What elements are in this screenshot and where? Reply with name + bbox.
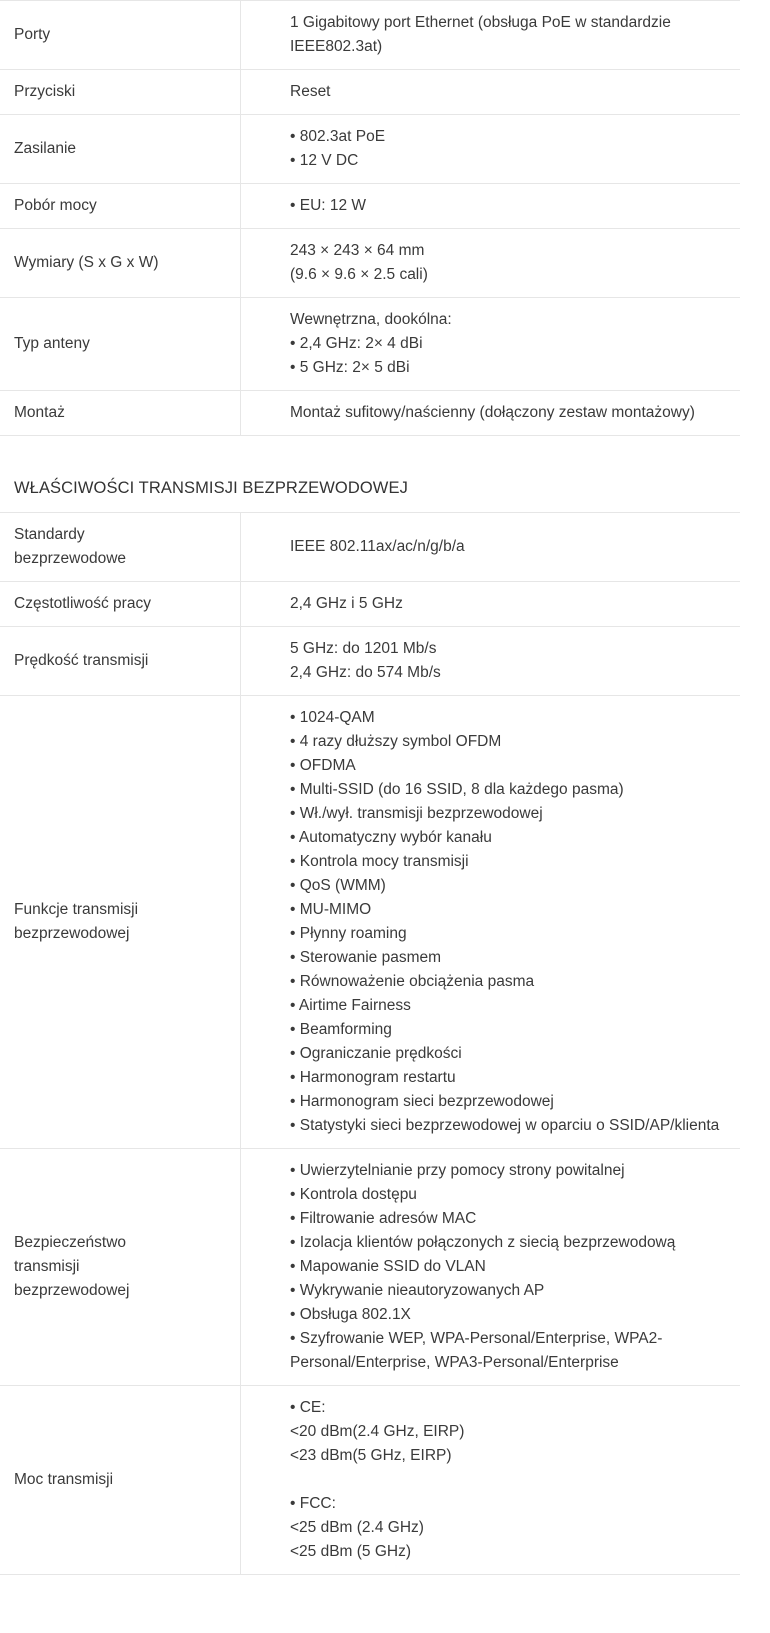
- spec-value: [241, 582, 741, 627]
- spec-value-spacer: [290, 1468, 740, 1492]
- spec-label-line: Prędkość transmisji: [14, 652, 149, 669]
- spec-value: [241, 115, 741, 184]
- spec-row: [0, 184, 740, 229]
- spec-value: [241, 513, 741, 582]
- spec-value: [241, 696, 741, 1149]
- spec-label-line: Typ anteny: [14, 335, 90, 352]
- spec-value-line: <23 dBm(5 GHz, EIRP): [290, 1447, 452, 1464]
- spec-label-line: Pobór mocy: [14, 197, 97, 214]
- spec-label: [0, 70, 241, 115]
- spec-value: [241, 298, 741, 391]
- spec-label-line: Funkcje transmisji: [14, 901, 139, 918]
- spec-value-line: • MU-MIMO: [290, 901, 372, 918]
- wireless-spec-table: [0, 512, 740, 1575]
- spec-value-line: 1 Gigabitowy port Ethernet (obsługa PoE w standardzie IEEE802.3at): [290, 14, 671, 55]
- spec-value: [241, 184, 741, 229]
- spec-label-line: Zasilanie: [14, 140, 77, 157]
- spec-value-line: • Szyfrowanie WEP, WPA-Personal/Enterprise, WPA2-: [290, 1330, 663, 1347]
- spec-label-line: transmisji: [14, 1258, 80, 1275]
- spec-value: [241, 1149, 741, 1386]
- spec-row: [0, 298, 740, 391]
- spec-value-line: Montaż sufitowy/naścienny (dołączony zestaw montażowy): [290, 404, 695, 421]
- spec-value: [241, 229, 741, 298]
- spec-value: [241, 627, 741, 696]
- spec-value-line: 243 × 243 × 64 mm: [290, 242, 425, 259]
- spec-value-line: Reset: [290, 83, 331, 100]
- spec-value-line: • Filtrowanie adresów MAC: [290, 1210, 477, 1227]
- spec-value: [241, 70, 741, 115]
- spec-value-line: • Płynny roaming: [290, 925, 407, 942]
- spec-value-line: • 12 V DC: [290, 152, 359, 169]
- spec-value-line: • Wykrywanie nieautoryzowanych AP: [290, 1282, 545, 1299]
- spec-value-line: (9.6 × 9.6 × 2.5 cali): [290, 266, 428, 283]
- spec-row: [0, 696, 740, 1149]
- spec-value-line: • Kontrola mocy transmisji: [290, 853, 469, 870]
- spec-value-line: • 1024-QAM: [290, 709, 375, 726]
- spec-row: [0, 1149, 740, 1386]
- spec-value: [241, 1, 741, 70]
- spec-label-line: Częstotliwość pracy: [14, 595, 151, 612]
- spec-label: [0, 1386, 241, 1575]
- wireless-section-title: WŁAŚCIWOŚCI TRANSMISJI BEZPRZEWODOWEJ: [14, 479, 408, 497]
- spec-value-line: 2,4 GHz: do 574 Mb/s: [290, 664, 441, 681]
- spec-value-line: • 2,4 GHz: 2× 4 dBi: [290, 335, 423, 352]
- spec-value-line: • Multi-SSID (do 16 SSID, 8 dla każdego pasma): [290, 781, 624, 798]
- spec-row: [0, 1386, 740, 1575]
- spec-value-line: <25 dBm (2.4 GHz): [290, 1519, 424, 1536]
- spec-value-line: • Airtime Fairness: [290, 997, 411, 1014]
- spec-value-line: • 5 GHz: 2× 5 dBi: [290, 359, 410, 376]
- spec-value-line: • Automatyczny wybór kanału: [290, 829, 492, 846]
- spec-value-line: • Sterowanie pasmem: [290, 949, 442, 966]
- spec-value-line: • 4 razy dłuższy symbol OFDM: [290, 733, 502, 750]
- spec-row: [0, 627, 740, 696]
- spec-value-line: Personal/Enterprise, WPA3-Personal/Enterprise: [290, 1354, 619, 1371]
- spec-label-line: Przyciski: [14, 83, 76, 100]
- spec-value-line: • Izolacja klientów połączonych z siecią bezprzewodową: [290, 1234, 676, 1251]
- spec-row: [0, 582, 740, 627]
- spec-label: [0, 298, 241, 391]
- spec-label: [0, 696, 241, 1149]
- spec-value-line: • FCC:: [290, 1495, 336, 1512]
- spec-value-line: • Wł./wył. transmisji bezprzewodowej: [290, 805, 543, 822]
- spec-label: [0, 1149, 241, 1386]
- spec-value-line: • Beamforming: [290, 1021, 392, 1038]
- spec-row: [0, 391, 740, 436]
- spec-label: [0, 513, 241, 582]
- spec-value-line: • 802.3at PoE: [290, 128, 386, 145]
- spec-label-line: Porty: [14, 26, 51, 43]
- spec-value-line: • Uwierzytelnianie przy pomocy strony powitalnej: [290, 1162, 625, 1179]
- spec-value-line: <25 dBm (5 GHz): [290, 1543, 412, 1560]
- spec-label-line: Standardy: [14, 526, 85, 543]
- spec-label: [0, 184, 241, 229]
- spec-label-line: bezprzewodowej: [14, 925, 130, 942]
- spec-label-line: Montaż: [14, 404, 65, 421]
- spec-value-line: • Mapowanie SSID do VLAN: [290, 1258, 486, 1275]
- spec-row: [0, 1, 740, 70]
- spec-value-line: <20 dBm(2.4 GHz, EIRP): [290, 1423, 465, 1440]
- spec-value-line: 5 GHz: do 1201 Mb/s: [290, 640, 437, 657]
- spec-label-line: Wymiary (S x G x W): [14, 254, 159, 271]
- spec-value-line: IEEE 802.11ax/ac/n/g/b/a: [290, 538, 465, 555]
- spec-value-line: • EU: 12 W: [290, 197, 367, 214]
- spec-label: [0, 627, 241, 696]
- spec-value-line: • Obsługa 802.1X: [290, 1306, 411, 1323]
- spec-row: [0, 229, 740, 298]
- spec-label: [0, 229, 241, 298]
- spec-value-line: • OFDMA: [290, 757, 356, 774]
- spec-value-line: • Harmonogram sieci bezprzewodowej: [290, 1093, 554, 1110]
- spec-label: [0, 1, 241, 70]
- spec-label: [0, 115, 241, 184]
- spec-label-line: Bezpieczeństwo: [14, 1234, 127, 1251]
- spec-value: [241, 1386, 741, 1575]
- spec-value-line: • Równoważenie obciążenia pasma: [290, 973, 535, 990]
- spec-value: [241, 391, 741, 436]
- spec-value-line: • Kontrola dostępu: [290, 1186, 417, 1203]
- spec-value-line: • QoS (WMM): [290, 877, 386, 894]
- spec-value-line: • Harmonogram restartu: [290, 1069, 456, 1086]
- spec-value-line: • Statystyki sieci bezprzewodowej w oparciu o SSID/AP/klienta: [290, 1117, 720, 1134]
- spec-row: [0, 513, 740, 582]
- spec-row: [0, 115, 740, 184]
- spec-row: [0, 70, 740, 115]
- spec-label-line: bezprzewodowe: [14, 550, 127, 567]
- hardware-spec-table: [0, 0, 740, 436]
- spec-value-line: • CE:: [290, 1399, 326, 1416]
- spec-label: [0, 582, 241, 627]
- spec-value-line: Wewnętrzna, dookólna:: [290, 311, 452, 328]
- spec-label: [0, 391, 241, 436]
- spec-value-line: 2,4 GHz i 5 GHz: [290, 595, 403, 612]
- spec-label-line: Moc transmisji: [14, 1471, 114, 1488]
- spec-value-line: • Ograniczanie prędkości: [290, 1045, 462, 1062]
- spec-label-line: bezprzewodowej: [14, 1282, 130, 1299]
